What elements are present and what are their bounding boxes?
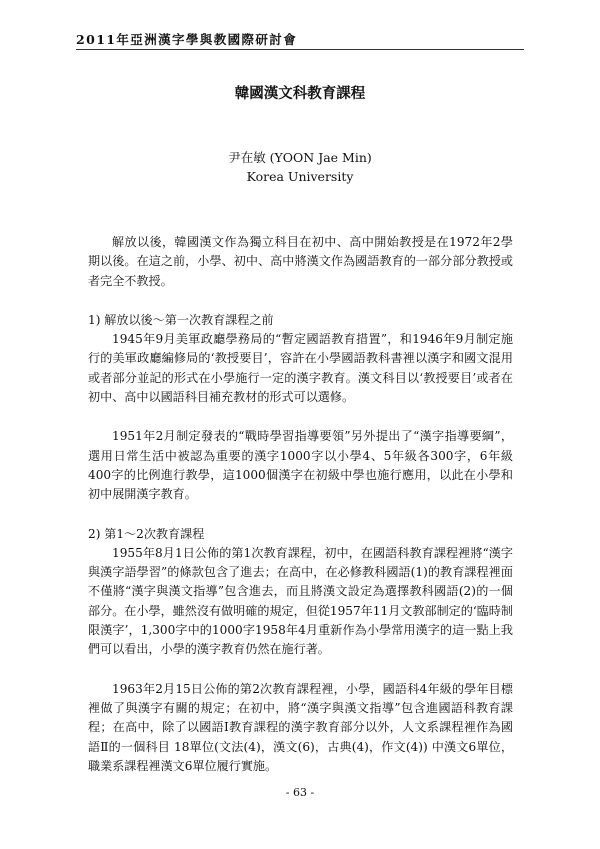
author-block <box>0 148 600 186</box>
paragraph-intro: 解放以後，韓國漢文作為獨立科目在初中、高中開始教授是在1972年2學期以後。在這之前，小學、初中、高中將漢文作為國語教育的一部分部分教授或者完全不教授。 <box>88 235 513 288</box>
paragraph-1955: 1955年8月1日公佈的第1次教育課程，初中，在國語科教育課程裡將“漢字與漢字語學習”的條款包含了進去；在高中，在必修教科國語(1)的教育課程裡面不僅將“漢字與漢文指導”包含進去，而且將漢文設定為選擇教科國語(2)的一個部分。在小學，雖然沒有做明確的規定，但從1957年11月文教部制定的‘臨時制限漢字’，1,300字中的1000字1958年4月重新作為小學常用漢字的這一點上我們可以看出，小學的漢字教育仍然在施行著。 <box>88 545 513 657</box>
paragraph-1945: 1945年9月美軍政廳學務局的“暫定國語教育措置”，和1946年9月制定施行的美軍政廳編修局的‘教授要目’，容許在小學國語教科書裡以漢字和國文混用或者部分並記的形式在小學施行一定的漢字教育。漢文科目以‘教授要目’或者在初中、高中以國語科目補充教材的形式可以選修。 <box>88 332 513 405</box>
body-text <box>88 233 513 776</box>
section-heading-1: 1) 解放以後～第一次教育課程之前 <box>88 312 274 327</box>
paragraph-1951: 1951年2月制定發表的“戰時學習指導要領”另外提出了“漢字指導要綱”，選用日常生活中被認為重要的漢字1000字以小學4、5年級各300字，6年級400字的比例進行教學，這1000個漢字在初級中學也施行應用，以此在小學和初中展開漢字教育。 <box>88 429 513 502</box>
paragraph-1963: 1963年2月15日公佈的第2次教育課程裡，小學，國語科4年級的學年目標裡做了與漢字有關的規定；在初中，將“漢字與漢文指導”包含進國語科教育課程；在高中，除了以國語Ⅰ教育課程的漢字教育部分以外，人文系課程裡作為國語Ⅱ的一個科目 18單位(文法(4)，漢文(6)，古典(4)，作文(4)) 中漢文6單位，職業系課程裡漢文6單位履行實施。 <box>88 681 513 773</box>
section-heading-2: 2) 第1～2次教育課程 <box>88 526 205 541</box>
header-rule <box>76 49 524 50</box>
author-affiliation: Korea University <box>246 169 354 184</box>
article-title: 韓國漢文科教育課程 <box>234 85 366 102</box>
author-name: 尹在敏 (YOON Jae Min) <box>228 150 372 165</box>
page-number: - 63 - <box>285 786 315 799</box>
running-header: 2011年亞洲漢字學與教國際研討會 <box>76 32 298 47</box>
